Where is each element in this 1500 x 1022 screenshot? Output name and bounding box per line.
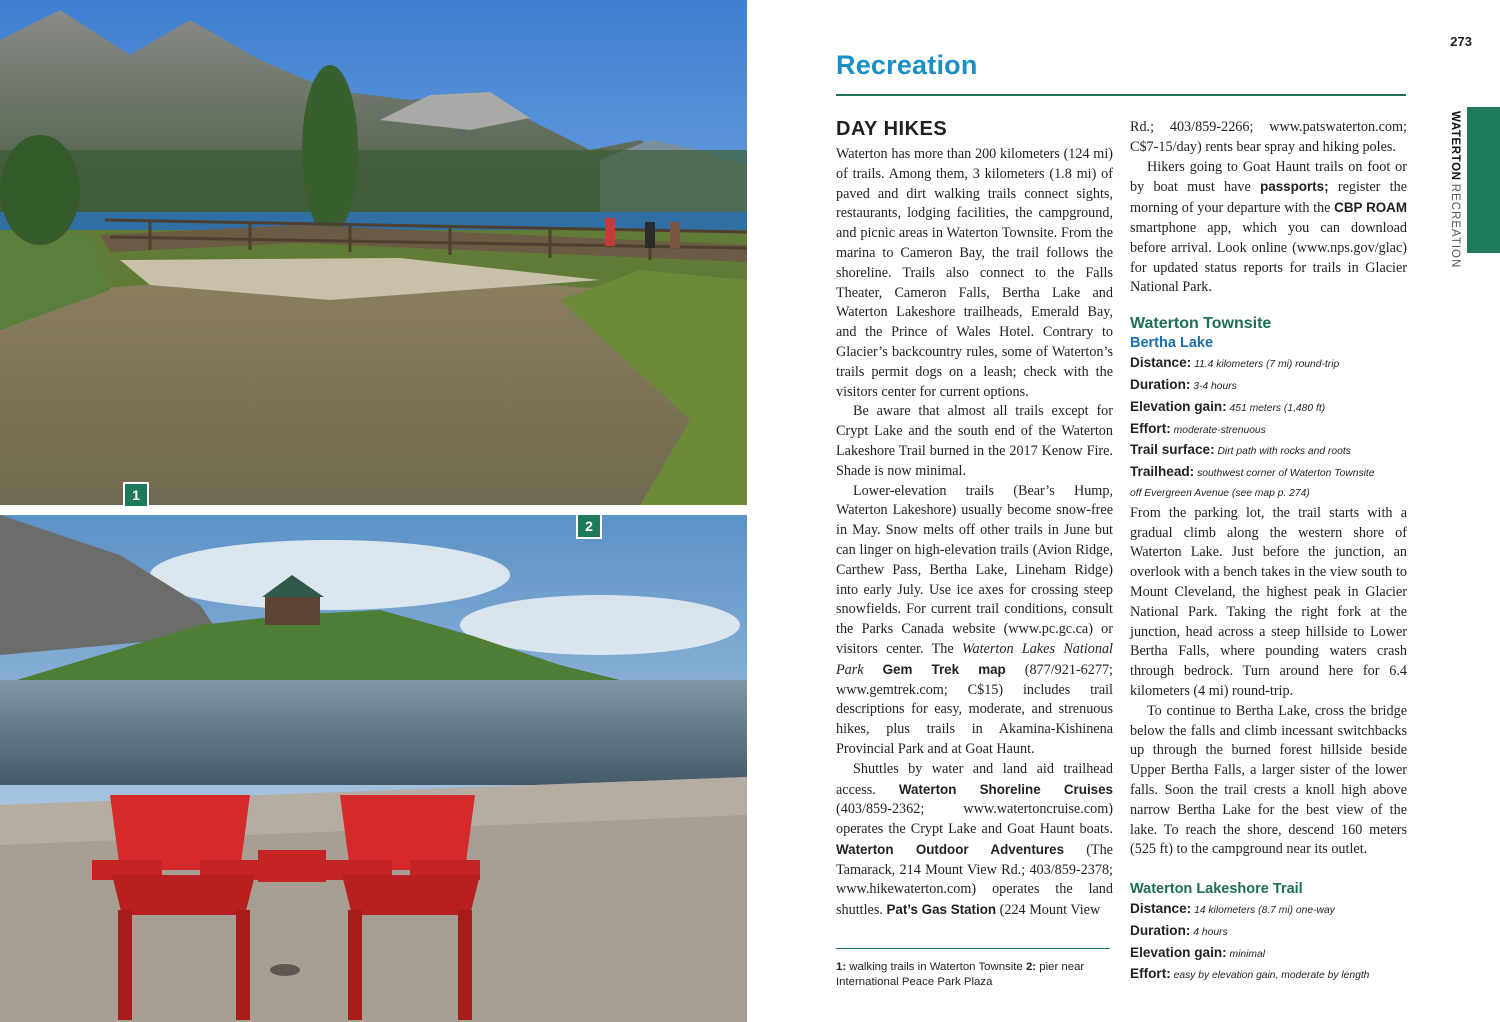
- page-number: 273: [1450, 34, 1472, 49]
- trail-stat: [1130, 353, 1407, 375]
- stat-value: easy by elevation gain, moderate by length: [1170, 970, 1370, 982]
- stat-label: Distance:: [1130, 355, 1192, 371]
- left-column: [836, 118, 1113, 921]
- stat-label: Effort:: [1130, 966, 1171, 982]
- photo-number-badge: 1: [123, 482, 149, 508]
- stat-label: Effort:: [1130, 420, 1171, 436]
- stat-label: Elevation gain:: [1130, 944, 1227, 960]
- trail-stat: [1130, 964, 1407, 986]
- stat-value: 14 kilometers (8.7 mi) one-way: [1191, 905, 1335, 917]
- stat-label: Distance:: [1130, 901, 1192, 917]
- stat-value: 3-4 hours: [1190, 380, 1237, 392]
- trail-stats: [1130, 899, 1407, 986]
- trail-stat: [1130, 375, 1407, 397]
- photo-1-image: [0, 0, 747, 505]
- paragraph: Rd.; 403/859-2266; www.patswaterton.com; C$7-15/day) rents bear spray and hiking poles.: [1130, 119, 1407, 155]
- paragraph: To continue to Bertha Lake, cross the bridge below the falls and climb incessant switchbacks up through the burned forest hillside beside Upper Bertha Falls, a larger sister of the lower falls. Soon the trail crests a knoll high above narrow Bertha Lake for the best view of the lake. To reach the shore, descend 160 meters (525 ft) to the campground near its outlet.: [1130, 702, 1407, 858]
- trail-stat: [1130, 397, 1407, 419]
- stat-value: 11.4 kilometers (7 mi) round-trip: [1191, 359, 1340, 371]
- stat-value: southwest corner of Waterton Townsite: [1194, 468, 1375, 480]
- trail-stat: [1130, 899, 1407, 921]
- right-column: [1130, 118, 1407, 986]
- trail-stat: [1130, 462, 1407, 484]
- chapter-tab-label: [1447, 111, 1463, 268]
- photo-number-badge: 2: [576, 513, 602, 539]
- photo-caption: 1: walking trails in Waterton Townsite 2: pier near International Peace Park Plaza: [836, 961, 1085, 988]
- stat-value: 451 meters (1,480 ft): [1226, 402, 1326, 414]
- stat-label: Trailhead:: [1130, 464, 1195, 480]
- stat-label: Trail surface:: [1130, 442, 1215, 458]
- stat-label: Elevation gain:: [1130, 398, 1227, 414]
- heading-day-hikes: DAY HIKES: [836, 118, 948, 140]
- title-divider: [836, 94, 1406, 96]
- trail-name: Bertha Lake: [1130, 335, 1214, 352]
- paragraph: Hikers going to Goat Haunt trails on foot or by boat must have passports; register the morning of your departure with the CBP ROAM smartphone app, which you can download before arrival. Look online (www.nps.gov/glac) for updated status reports for trails in Glacier National Park.: [1130, 158, 1407, 296]
- stat-value: 4 hours: [1190, 926, 1228, 938]
- photo-walking-trails: [0, 0, 747, 505]
- subheading-area: Waterton Townsite: [1130, 315, 1272, 333]
- stat-label: Duration:: [1130, 376, 1191, 392]
- photo-pier: [0, 515, 747, 1022]
- trail-stat: [1130, 419, 1407, 441]
- paragraph: From the parking lot, the trail starts with a gradual climb along the western shore of Waterton Lake. Just before the junction, an overlook with a bench takes in the view south to Mount Cleveland, the highest peak in Glacier National Park. Taking the right fork at the junction, head across a steep hillside to Lower Bertha Falls, where pounding waters crash through bedrock. Turn around here for 6.4 kilometers (4 mi) round-trip.: [1130, 504, 1407, 699]
- trail-name: Waterton Lakeshore Trail: [1130, 881, 1303, 898]
- stat-value: moderate-strenuous: [1170, 424, 1266, 436]
- trail-stats: [1130, 353, 1407, 484]
- chapter-name: WATERTON: [1449, 111, 1461, 181]
- photo-2-image: [0, 515, 747, 1022]
- paragraph: Lower-elevation trails (Bear’s Hump, Waterton Lakeshore) usually become snow-free in May. Snow melts off other trails in June but can linger on high-elevation trails (Avion Ridge, Carthew Pass, Bertha Lake, Lineham Ridge) into early July. Use ice axes for crossing steep snowfields. For current trail conditions, consult the Parks Canada website (www.pc.gc.ca) or visitors center. The Waterton Lakes National Park Gem Trek map (877/921-6277; www.gemtrek.com; C$15) includes trail descriptions for easy, moderate, and strenuous hikes, plus trails in Akamina-Kishinena Provincial Park and at Goat Haunt.: [836, 482, 1114, 757]
- stat-label: Duration:: [1130, 922, 1191, 938]
- caption-divider: [836, 948, 1110, 949]
- paragraph: Waterton has more than 200 kilometers (124 mi) of trails. Among them, 3 kilometers (1.8 mi) of paved and dirt walking trails connect sights, restaurants, lodging facilities, the campground, and picnic areas in Waterton Townsite. From the marina to Cameron Bay, the trail follows the shoreline. Trails also connect to the Falls Theater, Cameron Falls, Bertha Lake and Waterton Lakeshore trailheads, Emerald Bay, and the Prince of Wales Hotel. Contrary to Glacier’s backcountry rules, some of Waterton’s trails permit dogs on a leash; check with the visitors center for current options.: [836, 146, 1113, 400]
- chapter-section: RECREATION: [1449, 183, 1461, 269]
- paragraph: Shuttles by water and land aid trailhead access. Waterton Shoreline Cruises (403/859-2362; www.watertoncruise.com) operates the Crypt Lake and Goat Haunt boats. Waterton Outdoor Adventures (The Tamarack, 214 Mount View Rd.; 403/859-2378; www.hikewaterton.com) operates the land shuttles. Pat’s Gas Station (224 Mount View: [836, 760, 1114, 919]
- stat-value: minimal: [1226, 948, 1266, 960]
- trail-stat: [1130, 440, 1407, 462]
- chapter-tab: [1467, 107, 1500, 253]
- section-title: Recreation: [836, 50, 978, 80]
- paragraph: Be aware that almost all trails except for Crypt Lake and the south end of the Waterton Lakeshore Trail burned in the 2017 Kenow Fire. Shade is now minimal.: [836, 403, 1113, 479]
- trailhead-continued: off Evergreen Avenue (see map p. 274): [1130, 487, 1310, 499]
- trail-stat: [1130, 943, 1407, 965]
- stat-value: Dirt path with rocks and roots: [1214, 446, 1351, 458]
- trail-stat: [1130, 921, 1407, 943]
